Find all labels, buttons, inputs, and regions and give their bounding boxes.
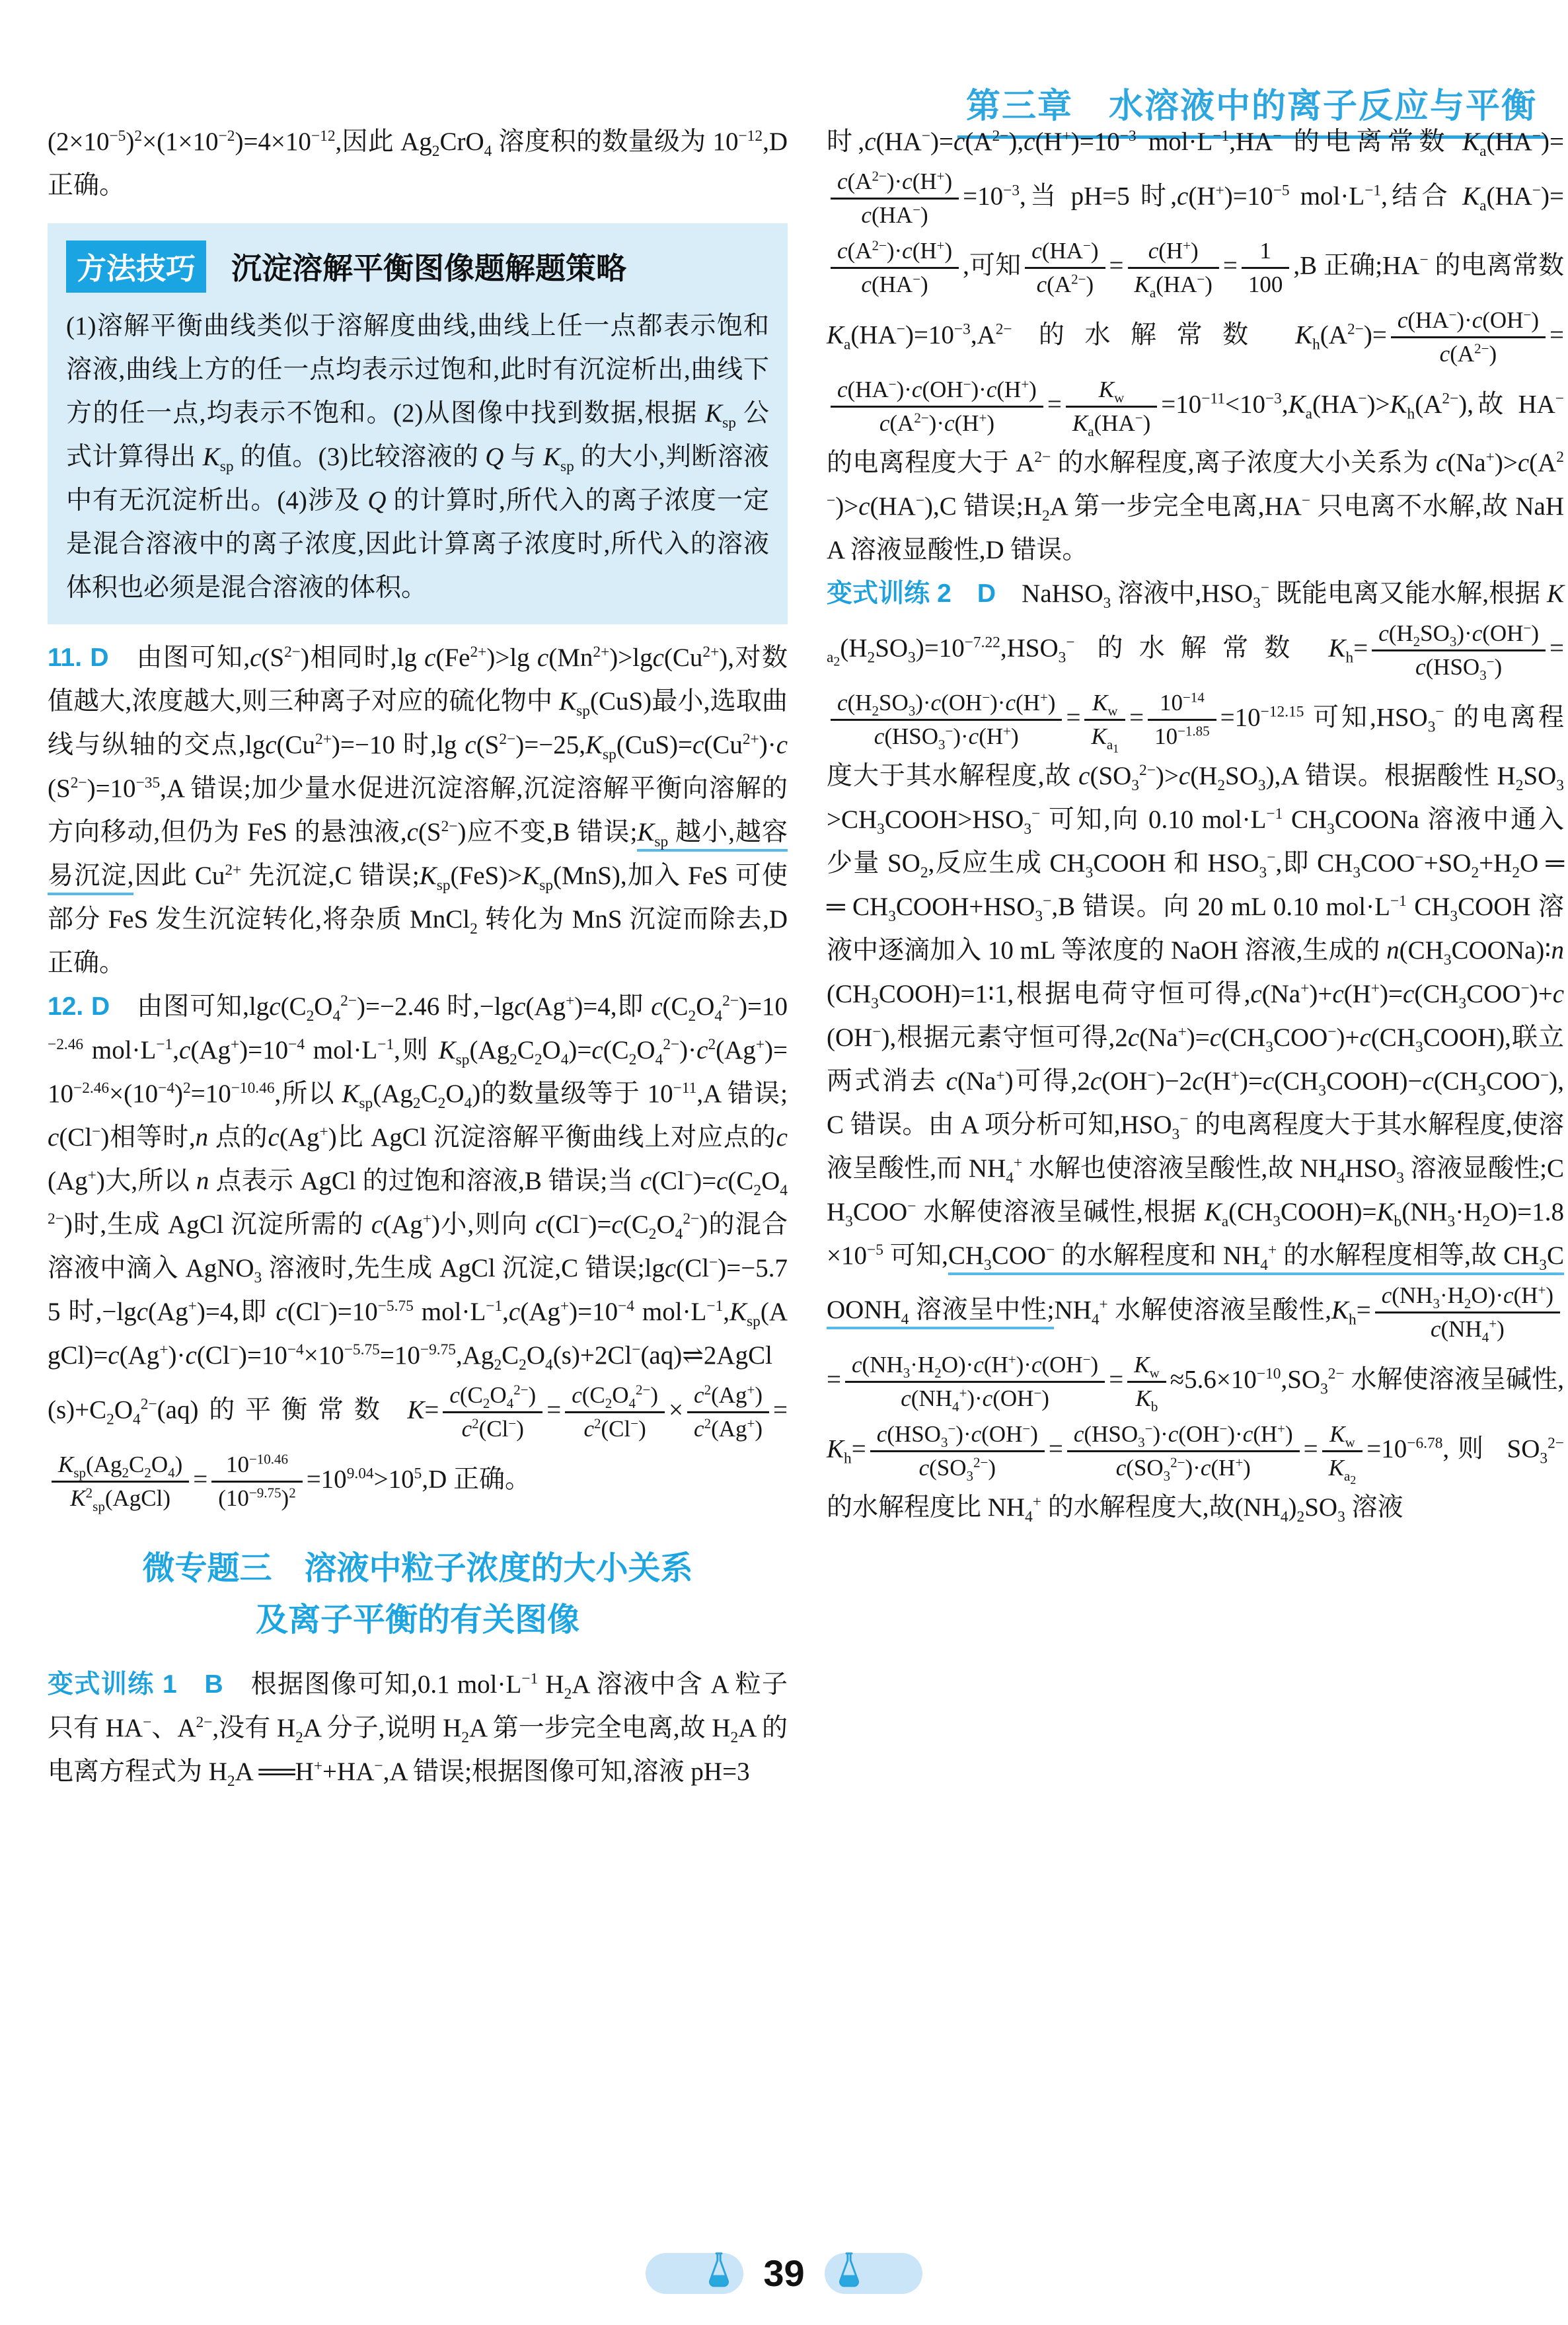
left-column <box>48 120 788 1794</box>
tip-label-badge: 方法技巧 <box>66 240 206 293</box>
flask-icon <box>825 2253 922 2294</box>
tip-box-header <box>66 240 769 293</box>
page-footer <box>0 2252 1568 2295</box>
answer-item-12: 12. D 由图可知$,\lg c(C_2O_4^{2-})=-2.46$ 时,−lgc(Ag+)=4,即 $c(C_2O_4^{2-})=10^{-2.46}$ $mol\cdot L^{-1},c(Ag^+)=10^{-4}$ $mol\cdot L^{-1}$,则 $K_{sp}(Ag_2C_2O_4)=c(C_2O_4^{2-})\cdot c^2(Ag^+)=10^{-2.46}\times(10^{-4})^2=10^{-10.46}$,所以 $K_{sp}(Ag_2C_2O_4)$的数量级等于 $10^{-11},A$ 错误;c(Cl−)相等时,n 点的c(Ag+)比 AgCl 沉淀溶解平衡曲线上对应点的c(Ag+)大,所以 n 点表示 AgCl 的过饱和溶液,B 错误;当 $c(Cl^-)=c(C_2O_4^{2-})$时,生成 AgCl 沉淀所需的 c(Ag+)小,则向 $c(Cl^-)=c(C_2O_4^{2-})$的混合溶液中滴入 AgNO$_3$ 溶液时,先生成 AgCl 沉淀,C 错误;lgc(Cl−)=−5.75 时,−lgc(Ag+)=4,即 $c(Cl^-)=10^{-5.75}$ $mol\cdot L^{-1},c(Ag^+)=10^{-4}$ $mol\cdot L^{-1},K_{sp}(AgCl)=c(Ag^+)\cdot c(Cl^-)=10^{-4}\times 10^{-5.75}=10^{-9.75},Ag_2C_2O_4(s)+2Cl^-(aq)\rightleftharpoons 2AgCl(s)+C_2O_4^{2-}(aq)$的平衡常数 K= $\frac{c(C_2O_4^{2-})}{c^2(Cl^-)}$ = $\frac{c(C_2O_4^{2-})}{c^2(Cl^-)}$ × $\frac{c^2(Ag^+)}{c^2(Ag^+)}$ = $K_{sp}(Ag_2C_2O_4)$ $K^2_{sp}(AgCl)$ = $\frac{10^{-10.46}}{(10^{-9.75})^2}$ $=10^{9.04}>10^5,D$ 正确。 <box>48 992 788 1514</box>
method-tip-box <box>48 223 788 624</box>
training-2-answer: 变式训练 2 D NaHSO$_3$ 溶液中$,HSO_3^-$ 既能电离又能水解,根据 $K_{a_2}(H_2SO_3)=10^{-7.22},HSO_3^-$ 的水解常数 $K_h=$ $c(H_2SO_3)\cdot c(OH^-)$ $c(HSO_3^-)$ = $c(H_2SO_3)\cdot c(OH^-)\cdot c(H^+)$ $c(HSO_3^-)\cdot c(H^+)$ = $\frac{K_w}{K_{a_1}}$ = $\frac{10^{-14}}{10^{-1.85}}$ $=10^{-12.15}$ 可知$,HSO_3^-$ 的电离程度大于其水解程度,故 $c(SO_3^{2-})>c(H_2SO_3),A$ 错误。根据酸性 $H_2SO_3>CH_3COOH>HSO_3^-$ 可知,向 0.10 $mol\cdot L^{-1}$ $CH_3COONa$ 溶液中通入少量 $SO_2$,反应生成 $CH_3COOH$ 和 $HSO_3^-$,即 $CH_3COO^-+SO_2+H_2O$ ══ $CH_3COOH+HSO_3^-,B$ 错误。向 20 mL 0.10 $mol\cdot L^{-1}$ $CH_3COOH$ 溶液中逐滴加入 10 mL 等浓度的 NaOH 溶液,生成的 $n(CH_3COONa)∶n(CH_3COOH)=1∶1$,根据电荷守恒可得$,c(Na^+)+c(H^+)=c(CH_3COO^-)+c(OH^-)$,根据元素守恒可得$,2c(Na^+)=c(CH_3COO^-)+c(CH_3COOH)$,联立两式消去 c(Na+)可得$,2c(OH^-)-2c(H^+)=c(CH_3COOH)-c(CH_3COO^-),C$ 错误。由 A 项分析可知$,HSO_3^-$ 的电离程度大于其水解程度,使溶液呈酸性,而 $NH_4^+$ 水解也使溶液呈酸性,故 $NH_4HSO_3$ 溶液显酸性$;CH_3COO^-$ 水解使溶液呈碱性,根据 $K_a(CH_3COOH)=K_b(NH_3\cdot H_2O)=1.8\times 10^{-5}$ 可知$,CH_3COO^-$ 的水解程度和 $NH_4^+$ 的水解程度相等,故 $CH_3COONH_4$ 溶液呈中性$;NH_4^+$ 水解使溶液呈酸性$,K_h=$ $\frac{c(NH_3\cdot H_2O)\cdot c(H^+)}{c(NH_4^+)}$ = $\frac{c(NH_3\cdot H_2O)\cdot c(H^+)\cdot c(OH^-)}{c(NH_4^+)\cdot c(OH^-)}$ = $\frac{K_w}{K_b}$ $\approx 5.6\times 10^{-10},SO_3^{2-}$ 水解使溶液呈碱性$,K_h=$ $c(HSO_3^-)\cdot c(OH^-)$ $c(SO_3^{2-})$ = $c(HSO_3^-)\cdot c(OH^-)\cdot c(H^+)$ $c(SO_3^{2-})\cdot c(H^+)$ = $\frac{K_w}{K_{a_2}}$ $=10^{-6.78}$,则 $SO_3^{2-}$ 的水解程度比 $NH_4^+$ 的水解程度大,故$(NH_4)_2SO_3$ 溶液 <box>827 579 1564 1526</box>
answer-item-11: 11. D 由图可知$,c(S^{2-})$相同时,lg $c(Fe^{2+})>\lg$ $c(Mn^{2+})>\lg c(Cu^{2+})$,对数值越大,浓度越大,则三种离子对应的硫化物中 $K_{sp}(CuS)$最小,选取曲线与纵轴的交点$,\lg c(Cu^{2+})=-10$ 时,lg $c(S^{2-})=-25,K_{sp}(CuS)=c(Cu^{2+})\cdot c(S^{2-})=10^{-35},A$ 错误;加少量水促进沉淀溶解,沉淀溶解平衡向溶解的方向移动,但仍为 FeS 的悬浊液$,c(S^{2-})$应不变,B 错误$;K_{sp}$ 越小,越容易沉淀,因此 $Cu^{2+}$ 先沉淀,C 错误$;K_{sp}(FeS)>K_{sp}(MnS)$,加入 FeS 可使部分 FeS 发生沉淀转化,将杂质 MnCl$_2$ 转化为 MnS 沉淀而除去,D 正确。 <box>48 644 788 977</box>
flask-icon <box>646 2253 743 2294</box>
chapter-title: 第三章 水溶液中的离子反应与平衡 <box>965 87 1537 126</box>
subtopic-heading-line2: 及离子平衡的有关图像 <box>255 1602 579 1638</box>
subtopic-heading-line1: 微专题三 溶液中粒子浓度的大小关系 <box>142 1551 693 1586</box>
solution-intro-paragraph: $(2\times 10^{-5})^2\times(1\times 10^{-2})=4\times 10^{-12}$,因此 $Ag_2CrO_4$ 溶度积的数量级为 $10^{-12},D$ 正确。 <box>48 128 788 200</box>
page-number: 39 <box>763 2252 805 2294</box>
subtopic-heading <box>48 1543 788 1646</box>
right-column <box>827 120 1564 1530</box>
training-1-answer: 变式训练 1 B 根据图像可知,0.1 $mol\cdot L^{-1}$ $H_2A$ 溶液中含 A 粒子只有 HA−、$A^{2-}$,没有 $H_2A$ 分子,说明 $H_2A$ 第一步完全电离,故 $H_2A$ 的电离方程式为 $H_2A$ ══H++HA−,A 错误;根据图像可知,溶液 pH=3 <box>48 1670 788 1790</box>
tip-title: 沉淀溶解平衡图像题解题策略 <box>231 251 627 285</box>
tip-body-text: (1)溶解平衡曲线类似于溶解度曲线,曲线上任一点都表示饱和溶液,曲线上方的任一点均表示过饱和,此时有沉淀析出,曲线下方的任一点,均表示不饱和。(2)从图像中找到数据,根据 $K_{sp}$ 公式计算得出 $K_{sp}$ 的值。(3)比较溶液的 Q 与 $K_{sp}$ 的大小,判断溶液中有无沉淀析出。(4)涉及 Q 的计算时,所代入的离子浓度一定是混合溶液中的离子浓度,因此计算离子浓度时,所代入的溶液体积也必须是混合溶液的体积。 <box>66 312 769 602</box>
training-1-answer-continued: 时$,c(HA^-)=c(A^{2-}),c(H^+)=10^{-3}$ $mol\cdot L^{-1},HA^-$ 的电离常数 $K_a(HA^-)=$ $\frac{c(A^{2-})\cdot c(H^+)}{c(HA^-)}$ $=10^{-3}$,当 pH=5 时$,c(H^+)=10^{-5}$ $mol\cdot L^{-1}$,结合 $K_a(HA^-)=$ $\frac{c(A^{2-})\cdot c(H^+)}{c(HA^-)}$ ,可知 $\frac{c(HA^-)}{c(A^{2-})}$ = $\frac{c(H^+)}{K_a(HA^-)}$ = $\frac{1}{100}$ ,B 正确;HA− 的电离常数 $K_a(HA^-)=10^{-3},A^{2-}$ 的水解常数 $K_h(A^{2-})=$ $\frac{c(HA^-)\cdot c(OH^-)}{c(A^{2-})}$ = $\frac{c(HA^-)\cdot c(OH^-)\cdot c(H^+)}{c(A^{2-})\cdot c(H^+)}$ = $\frac{K_w}{K_a(HA^-)}$ $=10^{-11}<10^{-3},K_a(HA^-)>K_h(A^{2-})$,故 HA− 的电离程度大于 $A^{2-}$ 的水解程度,离子浓度大小关系为 $c(Na^+)>c(A^{2-})>c(HA^-),C$ 错误$;H_2A$ 第一步完全电离,HA− 只电离不水解,故 NaHA 溶液显酸性,D 错误。 <box>827 128 1564 564</box>
